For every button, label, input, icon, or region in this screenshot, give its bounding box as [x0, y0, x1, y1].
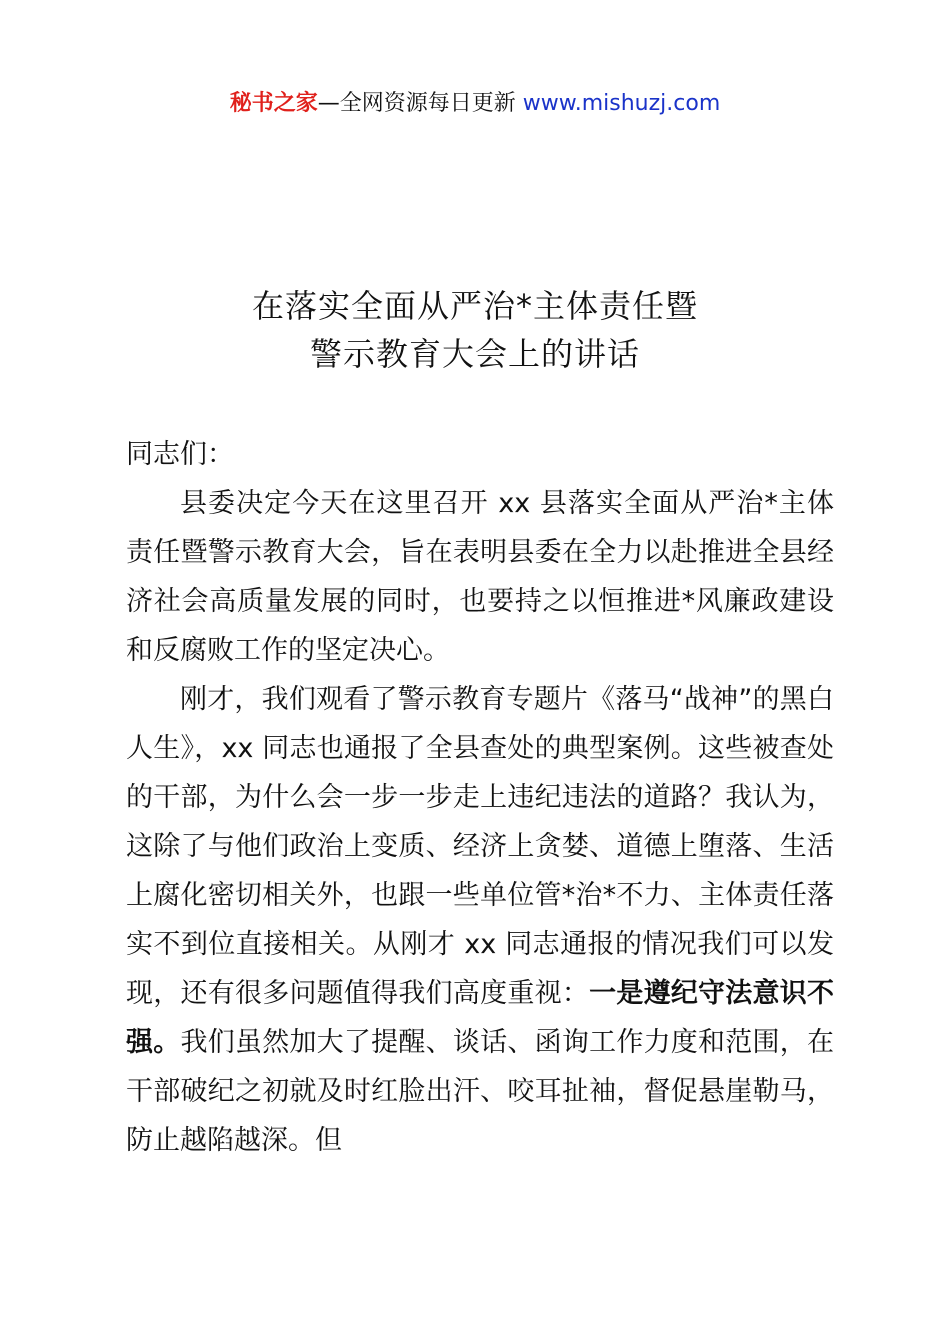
document-title [0, 282, 950, 378]
paragraph-1: 县委决定今天在这里召开 xx 县落实全面从严治*主体责任暨警示教育大会，旨在表明县委在全力以赴推进全县经济社会高质量发展的同时，也要持之以恒推进*风廉政建设和反腐败工作的坚定决心。 [126, 488, 834, 666]
paragraph-2-lead: 刚才，我们观看了警示教育专题片《落马“战神”的黑白人生》，xx 同志也通报了全县查处的典型案例。这些被查处的干部，为什么会一步一步走上违纪违法的道路？我认为，这除了与他们政治上变质、经济上贪婪、道德上堕落、生活上腐化密切相关外，也跟一些单位管*治*不力、主体责任落实不到位直接相关。从刚才 xx 同志通报的情况我们可以发现，还有很多问题值得我们高度重视： [126, 684, 834, 1009]
brand-name: 秘书之家 [229, 91, 318, 116]
title-line-1: 在落实全面从严治*主体责任暨 [251, 287, 698, 325]
paragraph-2 [126, 675, 834, 1165]
document-body [126, 430, 834, 1165]
site-url-link[interactable]: www.mishuzj.com [522, 91, 721, 116]
paragraph-2-emphasis: 一是遵纪守法意识不强。 [126, 978, 835, 1058]
paragraph-2-tail: 我们虽然加大了提醒、谈话、函询工作力度和范围，在干部破纪之初就及时红脸出汗、咬耳扯袖，督促悬崖勒马，防止越陷越深。但 [126, 1027, 835, 1156]
title-line-2: 警示教育大会上的讲话 [309, 335, 640, 373]
site-header [0, 88, 950, 120]
site-tagline: —全网资源每日更新 [317, 91, 523, 116]
salutation: 同志们： [126, 439, 234, 470]
